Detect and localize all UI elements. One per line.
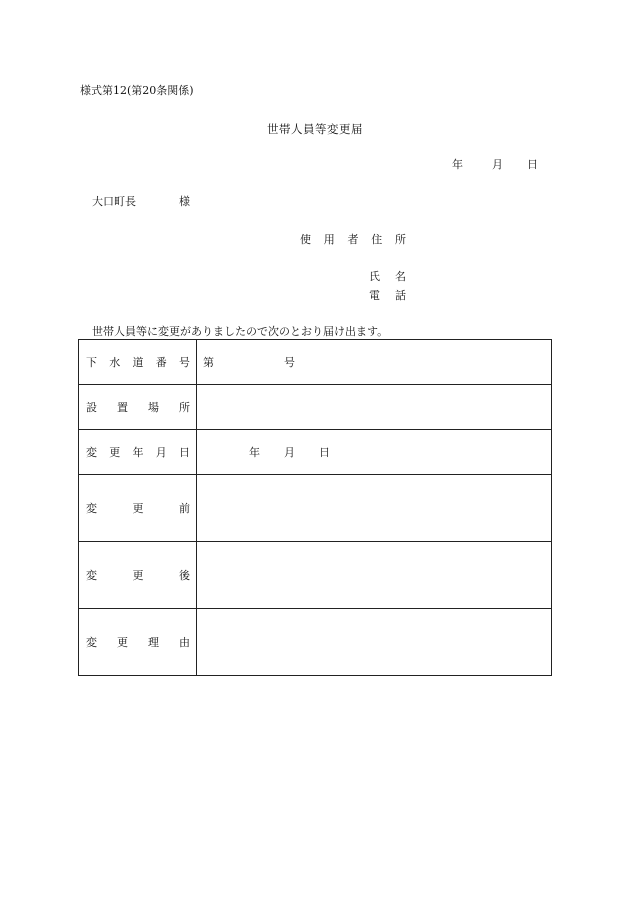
char: 変 [86,502,97,515]
table-row [79,609,552,676]
change-reason-label [79,609,197,676]
after-change-label [79,542,197,609]
char: 更 [117,636,128,649]
date-day-label: 日 [527,158,538,171]
change-date-field[interactable] [197,430,552,475]
char: 下 [86,356,97,369]
table-row [79,385,552,430]
table-row [79,475,552,542]
char: 後 [179,569,190,582]
char: 理 [148,636,159,649]
change-year-label: 年 [249,446,260,459]
change-reason-field[interactable] [197,609,552,676]
submission-date [452,156,538,172]
char: 場 [148,401,159,414]
sewer-number-prefix: 第 [203,356,214,369]
after-change-field[interactable] [197,542,552,609]
char: 使 [300,233,311,246]
sewer-number-field[interactable] [197,340,552,385]
char: 号 [179,356,190,369]
char: 水 [109,356,121,369]
char: 番 [155,356,167,369]
char: 月 [155,446,167,459]
sewer-number-label [79,340,197,385]
applicant-phone-label [369,287,406,303]
char: 前 [179,502,190,515]
char: 用 [323,233,335,246]
char: 変 [86,446,97,459]
char: 住 [371,233,383,246]
date-year-label: 年 [452,158,463,171]
change-month-label: 月 [284,446,295,459]
applicant-name-label [369,268,406,284]
installation-location-field[interactable] [197,385,552,430]
addressee-name: 大口町長 [92,195,136,208]
char: 日 [179,446,190,459]
sewer-number-suffix: 号 [284,356,295,369]
char: 氏 [369,270,380,283]
char: 更 [109,446,121,459]
table-row [79,430,552,475]
addressee-honorific: 様 [179,195,190,208]
char: 変 [86,569,97,582]
before-change-label [79,475,197,542]
char: 道 [132,356,144,369]
declaration-statement: 世帯人員等に変更がありましたので次のとおり届け出ます。 [92,325,389,338]
form-number: 様式第12(第20条関係) [80,84,194,97]
char: 所 [395,233,406,246]
date-month-label: 月 [492,158,503,171]
char: 電 [369,289,380,302]
change-date-label [79,430,197,475]
char: 由 [179,636,190,649]
char: 名 [395,270,406,283]
applicant-address-label [300,231,406,247]
char: 更 [132,569,144,582]
table-row [79,542,552,609]
change-details-table [78,339,552,676]
before-change-field[interactable] [197,475,552,542]
table-row [79,340,552,385]
document-title: 世帯人員等変更届 [267,122,363,136]
char: 者 [347,233,359,246]
installation-location-label [79,385,197,430]
char: 年 [132,446,144,459]
char: 置 [117,401,128,414]
char: 変 [86,636,97,649]
change-day-label: 日 [319,446,330,459]
char: 所 [179,401,190,414]
char: 設 [86,401,97,414]
char: 更 [132,502,144,515]
char: 話 [395,289,406,302]
addressee [92,193,190,209]
